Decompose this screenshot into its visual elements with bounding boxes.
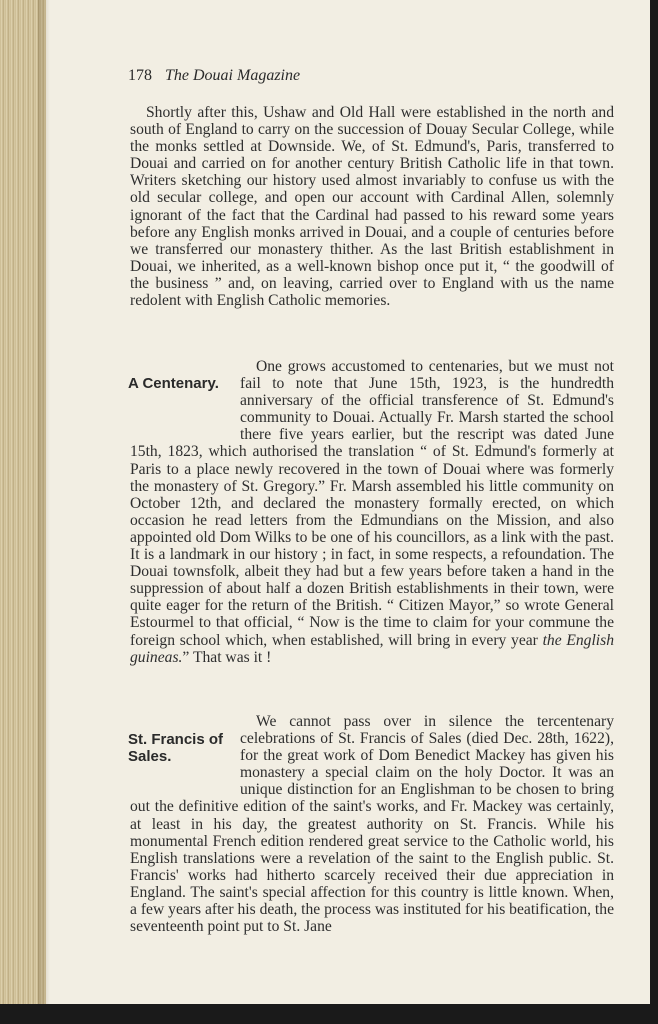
paragraph-text: Shortly after this, Ushaw and Old Hall were established in the north and south of England to carry on the succession of Douay Secular College, while the monks settled at Downside. We, of St. Edmund's, Paris, transferred to Douai and carried on for another century British Catholic life in that town. Writers sketching our history used almost invariably to confuse us with the old secular college, and open our account with Cardinal Allen, solemnly ignorant of the fact that the Cardinal had passed to his reward some years before any English monks arrived in Douai, and a couple of centuries before we transferred our monastery thither. As the last British establishment in Douai, we inherited, as a well-known bishop once put it, “ the goodwill of the business ” and, on leaving, carried over to England with us the name redolent with English Catholic memories. (130, 104, 614, 310)
italic-phrase: the English guineas. (130, 631, 614, 666)
running-header (128, 67, 300, 85)
page-number: 178 (128, 67, 152, 84)
paragraph-st-francis (130, 713, 614, 935)
sidenote-st-francis: St. Francis of Sales. (128, 731, 224, 765)
paragraph-body (130, 358, 614, 666)
paragraph-text: We cannot pass over in silence the tercentenary celebrations of St. Francis of Sales (died Dec. 28th, 1622), for the great work of Dom Benedict Mackey has given his monastery a special claim on the holy Doctor. It was an unique distinction for an Englishman to be chosen to bring out the definitive edition of the saint's works, and Fr. Mackey was certainly, at least in his day, the greatest authority on St. Francis. While his monumental French edition rendered great service to the Catholic world, his English translations were a revelation of the saint to the English public. St. Francis' works had hitherto scarcely received their due appreciation in England. The saint's special affection for this country is little known. When, a few years after his death, the process was instituted for his beatification, the seventeenth point put to St. Jane (130, 713, 614, 936)
running-title: The Douai Magazine (165, 67, 301, 84)
paragraph-centenary (130, 358, 614, 666)
paragraph-text: One grows accustomed to centenaries, but we must not fail to note that June 15th, 1923, is the hundredth anniversary of the official transference of St. Edmund's community to Douai. Actually Fr. Marsh started the school there five years earlier, but the rescript was dated June 15th, 1823, which authorised the translation “ of St. Edmund's formerly at Paris to a place newly recovered in the town of Douai where was formerly the monastery of St. Gregory.” Fr. Marsh assembled his little community on October 12th, and declared the monastery formally erected, on which occasion he read letters from the Edmundians on the Mission, and also appointed old Dom Wilks to be one of his councillors, as a link with the past. It is a landmark in our history ; in fact, in some respects, a refoundation. The Douai townsfolk, albeit they had but a few years before taken a hand in the suppression of about half a dozen British establishments in their town, were quite eager for the return of the British. “ Citizen Mayor,” so wrote General Estourmel to that official, “ Now is the time to claim for your commune the foreign school which, when established, will bring in every year (130, 358, 614, 649)
page-edge-bottom (0, 1004, 658, 1024)
paragraph-1 (130, 104, 614, 309)
gutter-shadow (38, 0, 50, 1004)
paragraph-body (130, 713, 614, 935)
page-edge-right (650, 0, 658, 1024)
sidenote-centenary: A Centenary. (128, 375, 219, 392)
paragraph-end: ” That was it ! (182, 648, 272, 666)
